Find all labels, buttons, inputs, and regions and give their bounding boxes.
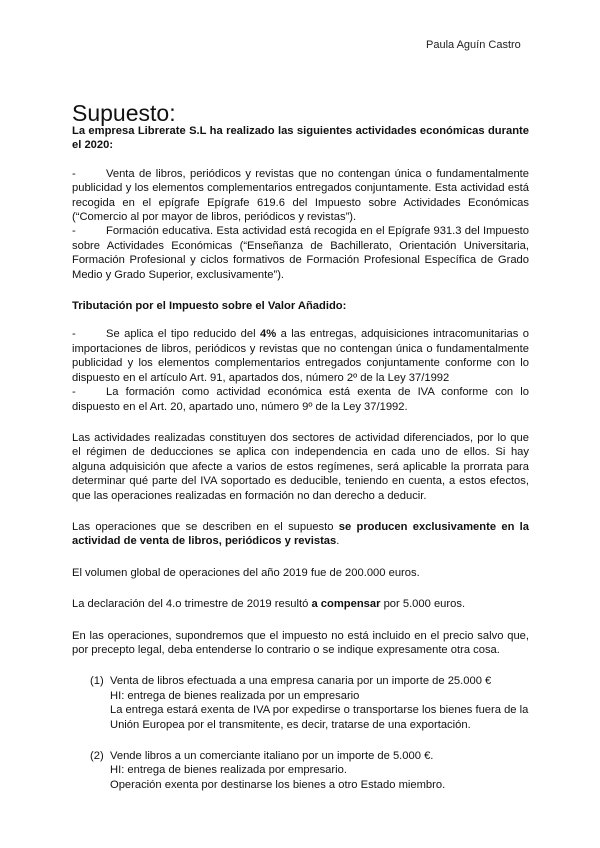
operation-number: (1) — [90, 675, 104, 688]
operation-hi: HI: entrega de bienes realizada por empresario. — [110, 764, 347, 777]
declaration-text-pre: La declaración del 4.o trimestre de 2019 resultó — [72, 598, 312, 611]
declaration-paragraph — [72, 597, 529, 611]
operations-text-pre: Las operaciones que se describen en el supuesto — [72, 520, 339, 533]
declaration-text-post: por 5.000 euros. — [380, 598, 466, 611]
operations-paragraph — [72, 520, 529, 549]
operation-hi: HI: entrega de bienes realizada por un empresario — [110, 689, 360, 702]
page-title: Supuesto: — [72, 100, 176, 127]
declaration-text-bold: a compensar — [311, 598, 381, 611]
iva-text-pre: Se aplica el tipo reducido del — [106, 328, 260, 341]
iva-dash: - — [72, 386, 76, 399]
operation-explanation: La entrega estará exenta de IVA por expedirse o transportarse los bienes fuera de la Unión Europea por el transmitente, es decir, tratarse de una exportación. — [110, 704, 529, 731]
operation-description: Venta de libros efectuada a una empresa canaria por un importe de 25.000 € — [110, 675, 492, 688]
operation-item — [90, 749, 529, 792]
volume-paragraph: El volumen global de operaciones del año 2019 fue de 200.000 euros. — [72, 566, 420, 579]
activity-text: Venta de libros, periódicos y revistas que no contengan única o fundamentalmente publicidad y los elementos complementarios entregados conjuntamente. Esta actividad está recogida en el epígrafe Epígrafe 619.6 del Impuesto sobre Actividades Económicas (“Comercio al por mayor de libros, periódicos y revistas”). — [72, 167, 529, 224]
intro-heading: La empresa Librerate S.L ha realizado las siguientes actividades económicas durante el 2020: — [72, 125, 529, 152]
sectors-paragraph: Las actividades realizadas constituyen dos sectores de actividad diferenciados, por lo que el régimen de deducciones se aplica con independencia en cada uno de ellos. Si hay alguna adquisición que afecte a varios de estos regímenes, será aplicable la prorrata para determinar qué parte del IVA soportado es deducible, teniendo en cuenta, a estos efectos, que las operaciones realizadas en formación no dan derecho a deducir. — [72, 431, 529, 502]
operations-text-post: . — [336, 535, 340, 548]
iva-text: La formación como actividad económica está exenta de IVA conforme con lo dispuesto en el Art. 20, apartado uno, número 9º de la Ley 37/1992. — [72, 386, 529, 413]
activity-text: Formación educativa. Esta actividad está recogida en el Epígrafe 931.3 del Impuesto sobre Actividades Económicas (“Enseñanza de Bachillerato, Orientación Universitaria, Formación Profesional y ciclos formativos de Formación Profesional Específica de Grado Medio y Grado Superior, exclusivamente”). — [72, 225, 529, 281]
operation-number: (2) — [90, 750, 104, 762]
operations-text-bold: se producen exclusivamente en la actividad de venta de libros, periódicos y revistas — [72, 520, 530, 548]
iva-item — [72, 385, 529, 414]
tax-note-paragraph: En las operaciones, supondremos que el impuesto no está incluido en el precio salvo que, por precepto legal, deba entenderse lo contrario o se indique expresamente otra cosa. — [72, 629, 529, 656]
operation-description: Vende libros a un comerciante italiano por un importe de 5.000 €. — [110, 750, 434, 762]
iva-dash: - — [72, 328, 76, 341]
activity-item — [72, 167, 529, 225]
document-body — [72, 124, 529, 792]
iva-text-post: a las entregas, adquisiciones intracomunitarias o importaciones de libros, periódicos y revistas que no contengan única o fundamentalmente publicidad y los elementos complementarios entregados conjuntamente conforme con lo dispuesto en el artículo Art. 91, apartados dos, número 2º de la Ley 37/1992 — [72, 328, 529, 384]
activity-dash: - — [72, 167, 76, 180]
iva-item — [72, 327, 529, 385]
iva-heading: Tributación por el Impuesto sobre el Valor Añadido: — [72, 300, 347, 313]
activity-dash: - — [72, 225, 76, 238]
operation-explanation: Operación exenta por destinarse los bienes a otro Estado miembro. — [110, 778, 446, 791]
author-name: Paula Aguín Castro — [426, 39, 521, 51]
operation-item — [90, 674, 529, 732]
iva-rate: 4% — [259, 328, 277, 341]
activity-item — [72, 224, 529, 282]
